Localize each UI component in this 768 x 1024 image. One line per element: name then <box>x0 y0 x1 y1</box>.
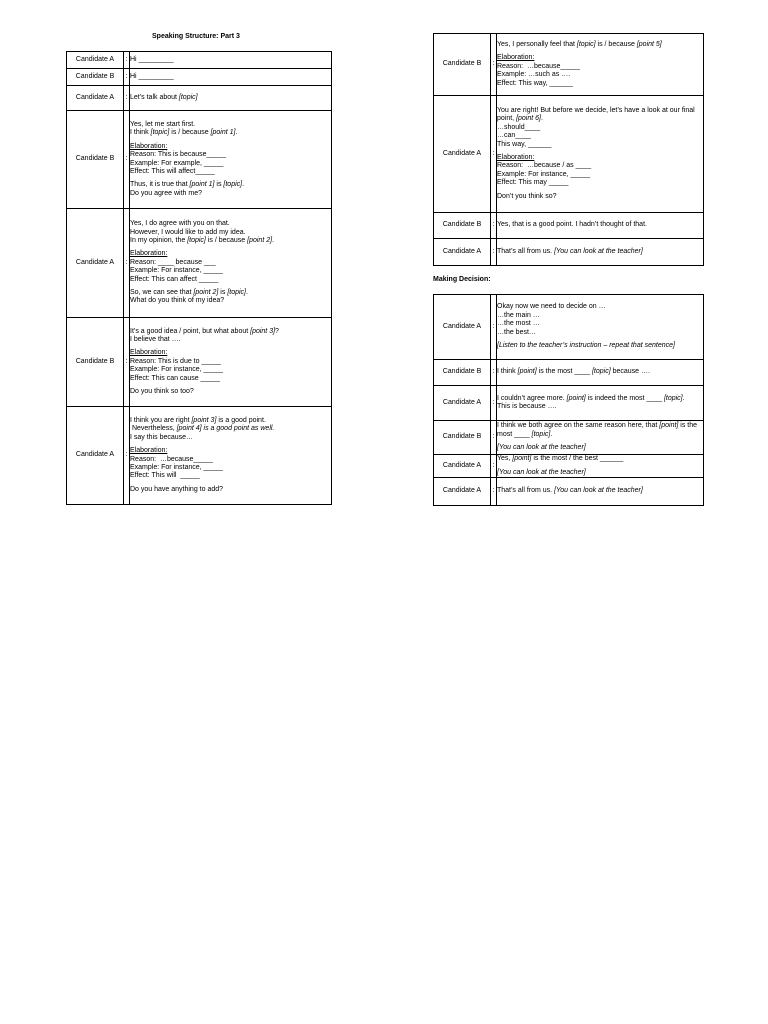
dialogue-line <box>497 71 703 79</box>
line-text: is / because <box>169 129 211 137</box>
colon-separator: : <box>124 318 130 407</box>
placeholder-text: [topic] <box>531 430 551 438</box>
dialogue-line <box>130 472 331 480</box>
speaker-label: Candidate A <box>434 386 491 421</box>
dialogue-text <box>497 478 704 506</box>
dialogue-row <box>434 34 704 96</box>
placeholder-text: [You can look at the teacher] <box>554 247 643 255</box>
line-text: is the most ____ <box>536 368 592 376</box>
line-text: I think we both agree on the same reason here, that <box>497 422 660 430</box>
speaker-label: Candidate B <box>434 213 491 239</box>
dialogue-row <box>67 69 332 86</box>
placeholder-text: [topic] <box>576 40 596 48</box>
placeholder-text: [topic] <box>150 129 170 137</box>
line-text: Effect: This will _____ <box>130 472 200 480</box>
dialogue-line <box>497 54 703 62</box>
dialogue-text <box>130 318 332 407</box>
line-text: In my opinion, the <box>130 236 188 244</box>
dialogue-line <box>497 63 703 71</box>
dialogue-line <box>130 190 331 198</box>
placeholder-text: [point 2] <box>193 289 219 297</box>
dialogue-line <box>497 41 703 49</box>
dialogue-line <box>130 259 331 267</box>
dialogue-text <box>130 69 332 86</box>
dialogue-text <box>497 239 704 266</box>
placeholder-text: [You can look at the teacher] <box>497 468 586 476</box>
line-text: Hi _________ <box>130 72 174 80</box>
colon-separator: : <box>491 295 497 360</box>
placeholder-text: [You can look at the teacher] <box>497 444 586 452</box>
placeholder-text: [point 1] <box>189 181 215 189</box>
line-text: Yes, I personally feel that <box>497 40 577 48</box>
dialogue-line <box>130 289 331 297</box>
dialogue-line <box>130 375 331 383</box>
line-text: . <box>246 289 248 297</box>
line-text: . <box>682 394 685 402</box>
line-text: is the most ____ <box>497 422 699 438</box>
line-text: Example: For instance, _____ <box>130 366 223 374</box>
dialogue-line <box>497 124 703 132</box>
speaker-label: Candidate A <box>434 478 491 506</box>
speaker-label: Candidate A <box>434 295 491 360</box>
dialogue-row <box>434 421 704 455</box>
line-text: Nevertheless, <box>130 425 177 433</box>
dialogue-text <box>497 360 704 386</box>
section-title-making-decision: Making Decision: <box>433 276 491 283</box>
placeholder-text: [point] <box>659 422 679 430</box>
dialogue-line <box>130 417 331 425</box>
placeholder-text: [topic] <box>227 289 246 297</box>
speaker-label: Candidate B <box>434 360 491 386</box>
dialogue-line <box>130 297 331 305</box>
placeholder-text: [You can look at the teacher] <box>554 487 643 495</box>
dialogue-line <box>497 422 703 439</box>
line-text: Do you agree with me? <box>130 189 202 197</box>
line-text: is indeed the most ____ <box>585 394 664 402</box>
line-text: Yes, let me start first. <box>130 120 196 128</box>
colon-separator: : <box>491 455 497 478</box>
line-text: …can____ <box>497 132 531 140</box>
dialogue-text <box>497 295 704 360</box>
speaker-label: Candidate B <box>67 111 124 209</box>
line-text: ? <box>275 327 279 335</box>
dialogue-line <box>130 181 331 189</box>
colon-separator: : <box>124 69 130 86</box>
placeholder-text: [topic] <box>591 368 611 376</box>
dialogue-line <box>130 434 331 442</box>
dialogue-line <box>130 168 331 176</box>
colon-separator: : <box>491 386 497 421</box>
elaboration-heading: Elaboration: <box>497 154 535 161</box>
line-text: Reason: …because_____ <box>497 62 580 70</box>
dialogue-text <box>130 407 332 505</box>
dialogue-line <box>130 229 331 237</box>
dialogue-line <box>130 250 331 258</box>
dialogue-line <box>497 444 703 452</box>
dialogue-line <box>130 447 331 455</box>
line-text: What do you think of my idea? <box>130 297 225 305</box>
dialogue-text <box>497 34 704 96</box>
line-text: …the most … <box>497 320 540 328</box>
dialogue-line <box>497 303 703 311</box>
dialogue-text <box>497 421 704 455</box>
line-text: is / because <box>205 236 248 244</box>
colon-separator: : <box>491 421 497 455</box>
line-text: because …. <box>610 368 650 376</box>
line-text: is / because <box>595 40 637 48</box>
page-title: Speaking Structure: Part 3 <box>152 33 240 40</box>
dialogue-line <box>497 132 703 140</box>
line-text: Effect: This can cause _____ <box>130 374 221 382</box>
dialogue-line <box>497 107 703 124</box>
line-text: I couldn’t agree more. <box>497 394 567 402</box>
elaboration-heading: Elaboration: <box>130 142 168 150</box>
dialogue-row <box>67 52 332 69</box>
placeholder-text: [point 5] <box>636 40 662 48</box>
placeholder-text: [topic] <box>187 236 206 244</box>
colon-separator: : <box>124 209 130 318</box>
line-text: Effect: This way, ______ <box>497 79 573 87</box>
dialogue-line <box>497 248 703 256</box>
line-text: This is because …. <box>497 403 557 410</box>
line-text: Example: …such as …. <box>497 71 571 79</box>
colon-separator: : <box>491 239 497 266</box>
line-text: Example: For instance, _____ <box>130 463 223 471</box>
line-text: . <box>242 181 245 189</box>
speaker-label: Candidate A <box>434 239 491 266</box>
dialogue-row <box>434 295 704 360</box>
line-text: …the best… <box>497 328 536 336</box>
dialogue-row <box>67 407 332 505</box>
colon-separator: : <box>124 52 130 69</box>
dialogue-line <box>130 464 331 472</box>
line-text: Effect: This may _____ <box>497 179 569 187</box>
line-text: Okay now we need to decide on … <box>497 303 606 311</box>
dialogue-line <box>130 486 331 494</box>
speaker-label: Candidate A <box>67 52 124 69</box>
placeholder-text: [Listen to the teacher’s instruction – repeat that sentence] <box>497 342 675 350</box>
colon-separator: : <box>491 34 497 96</box>
placeholder-text: [point] <box>517 368 537 376</box>
colon-separator: : <box>491 360 497 386</box>
line-text: . <box>272 236 275 244</box>
line-text: Don’t you think so? <box>497 192 557 200</box>
dialogue-line <box>130 328 331 336</box>
dialogue-line <box>130 56 331 64</box>
line-text: Example: For instance, _____ <box>130 267 223 275</box>
speaker-label: Candidate A <box>67 86 124 111</box>
line-text: So, we can see that <box>130 289 194 297</box>
placeholder-text: [point 6] <box>516 115 541 123</box>
line-text: Reason: This is due to _____ <box>130 357 221 365</box>
placeholder-text: [point 3] <box>250 327 276 335</box>
placeholder-text: [topic] <box>663 394 683 402</box>
line-text: That’s all from us. <box>497 247 555 255</box>
dialogue-text <box>497 96 704 213</box>
speaker-label: Candidate B <box>67 69 124 86</box>
dialogue-line <box>130 73 331 81</box>
dialogue-line <box>130 336 331 344</box>
dialogue-line <box>497 179 703 187</box>
dialogue-row <box>67 209 332 318</box>
dialogue-line <box>130 121 331 129</box>
dialogue-line <box>497 162 703 170</box>
line-text: …should____ <box>497 123 541 131</box>
line-text: is <box>214 181 224 189</box>
line-text: I think <box>497 368 518 376</box>
dialogue-row <box>434 360 704 386</box>
dialogue-line <box>497 320 703 328</box>
line-text: This way, ______ <box>497 140 552 148</box>
line-text: It’s a good idea / point, but what about <box>130 327 251 335</box>
dialogue-row <box>67 111 332 209</box>
dialogue-row <box>67 318 332 407</box>
line-text: Do you have anything to add? <box>130 485 224 493</box>
line-text: Reason: ____ because ___ <box>130 258 216 266</box>
colon-separator: : <box>124 407 130 505</box>
placeholder-text: [point] <box>566 394 586 402</box>
dialogue-line <box>497 193 703 201</box>
speaker-label: Candidate A <box>434 455 491 478</box>
dialogue-row <box>434 96 704 213</box>
colon-separator: : <box>124 111 130 209</box>
line-text: Yes, <box>497 455 513 463</box>
dialogue-table-part3 <box>66 51 332 505</box>
dialogue-line <box>130 456 331 464</box>
line-text: …the main … <box>497 311 540 319</box>
line-text: . <box>541 115 543 123</box>
dialogue-text <box>130 86 332 111</box>
dialogue-line <box>497 329 703 337</box>
decision-table <box>433 294 704 506</box>
dialogue-line <box>497 221 703 229</box>
line-text: Thus, it is true that <box>130 181 190 189</box>
dialogue-line <box>497 141 703 149</box>
line-text: You are right! But before we decide, let’s have a look at our final point, <box>497 106 697 123</box>
dialogue-row <box>67 86 332 111</box>
dialogue-line <box>497 403 703 411</box>
colon-separator: : <box>491 96 497 213</box>
dialogue-line <box>130 237 331 245</box>
dialogue-row <box>434 478 704 506</box>
elaboration-heading: Elaboration: <box>130 447 168 455</box>
dialogue-line <box>130 220 331 228</box>
placeholder-text: [topic] <box>178 93 198 101</box>
line-text: Example: For instance, _____ <box>497 170 590 178</box>
dialogue-text <box>497 386 704 421</box>
placeholder-text: [point 4] is a good point as well. <box>176 425 275 433</box>
dialogue-row <box>434 455 704 478</box>
line-text: is <box>218 289 228 297</box>
dialogue-text <box>130 209 332 318</box>
dialogue-line <box>497 395 703 403</box>
line-text: Yes, I do agree with you on that. <box>130 220 230 228</box>
dialogue-line <box>497 469 703 477</box>
line-text: . <box>550 430 553 438</box>
placeholder-text: [point 2] <box>247 236 273 244</box>
line-text: I think <box>130 129 151 137</box>
dialogue-line <box>130 151 331 159</box>
dialogue-line <box>497 487 703 495</box>
dialogue-row <box>434 213 704 239</box>
dialogue-line <box>130 94 331 102</box>
dialogue-line <box>130 129 331 137</box>
line-text: I think you are right <box>130 416 192 424</box>
dialogue-row <box>434 386 704 421</box>
placeholder-text: [topic] <box>223 181 243 189</box>
colon-separator: : <box>124 86 130 111</box>
dialogue-table-continued <box>433 33 704 266</box>
speaker-label: Candidate B <box>434 421 491 455</box>
dialogue-line <box>130 160 331 168</box>
dialogue-line <box>130 425 331 433</box>
line-text: Yes, that is a good point. I hadn’t thought of that. <box>497 221 647 229</box>
line-text: I say this because… <box>130 433 194 441</box>
line-text: I believe that …. <box>130 335 181 343</box>
dialogue-text <box>497 455 704 478</box>
line-text: Hi _________ <box>130 55 174 63</box>
dialogue-line <box>497 455 703 463</box>
placeholder-text: [point] <box>512 455 532 463</box>
dialogue-line <box>497 171 703 179</box>
dialogue-line <box>130 366 331 374</box>
line-text: However, I would like to add my idea. <box>130 228 246 236</box>
line-text: is a good point. <box>216 416 266 424</box>
dialogue-row <box>434 239 704 266</box>
elaboration-heading: Elaboration: <box>497 54 535 62</box>
line-text: Example: For example, _____ <box>130 159 224 167</box>
dialogue-line <box>130 388 331 396</box>
dialogue-text <box>130 111 332 209</box>
speaker-label: Candidate A <box>67 407 124 505</box>
dialogue-line <box>497 80 703 88</box>
line-text: Let’s talk about <box>130 93 179 101</box>
line-text: . <box>235 129 238 137</box>
line-text: Reason: This is because_____ <box>130 151 226 159</box>
dialogue-line <box>497 368 703 376</box>
elaboration-heading: Elaboration: <box>130 250 168 258</box>
speaker-label: Candidate B <box>67 318 124 407</box>
colon-separator: : <box>491 213 497 239</box>
line-text: Reason: …because_____ <box>130 455 213 463</box>
placeholder-text: [point 3] <box>191 416 217 424</box>
line-text: Effect: This can affect _____ <box>130 275 219 283</box>
dialogue-line <box>130 349 331 357</box>
dialogue-line <box>497 312 703 320</box>
line-text: Do you think so too? <box>130 388 194 396</box>
line-text: is the most / the best ______ <box>531 455 624 463</box>
dialogue-text <box>497 213 704 239</box>
speaker-label: Candidate B <box>434 34 491 96</box>
dialogue-line <box>130 267 331 275</box>
line-text: Reason: …because / as ____ <box>497 162 592 170</box>
colon-separator: : <box>491 478 497 506</box>
dialogue-line <box>497 342 703 350</box>
dialogue-line <box>497 154 703 162</box>
speaker-label: Candidate A <box>434 96 491 213</box>
dialogue-line <box>130 276 331 284</box>
line-text: Effect: This will affect_____ <box>130 167 215 175</box>
dialogue-text <box>130 52 332 69</box>
elaboration-heading: Elaboration: <box>130 349 168 357</box>
placeholder-text: [point 1] <box>210 129 236 137</box>
speaker-label: Candidate A <box>67 209 124 318</box>
dialogue-line <box>130 358 331 366</box>
line-text: That’s all from us. <box>497 487 555 495</box>
dialogue-line <box>130 143 331 151</box>
